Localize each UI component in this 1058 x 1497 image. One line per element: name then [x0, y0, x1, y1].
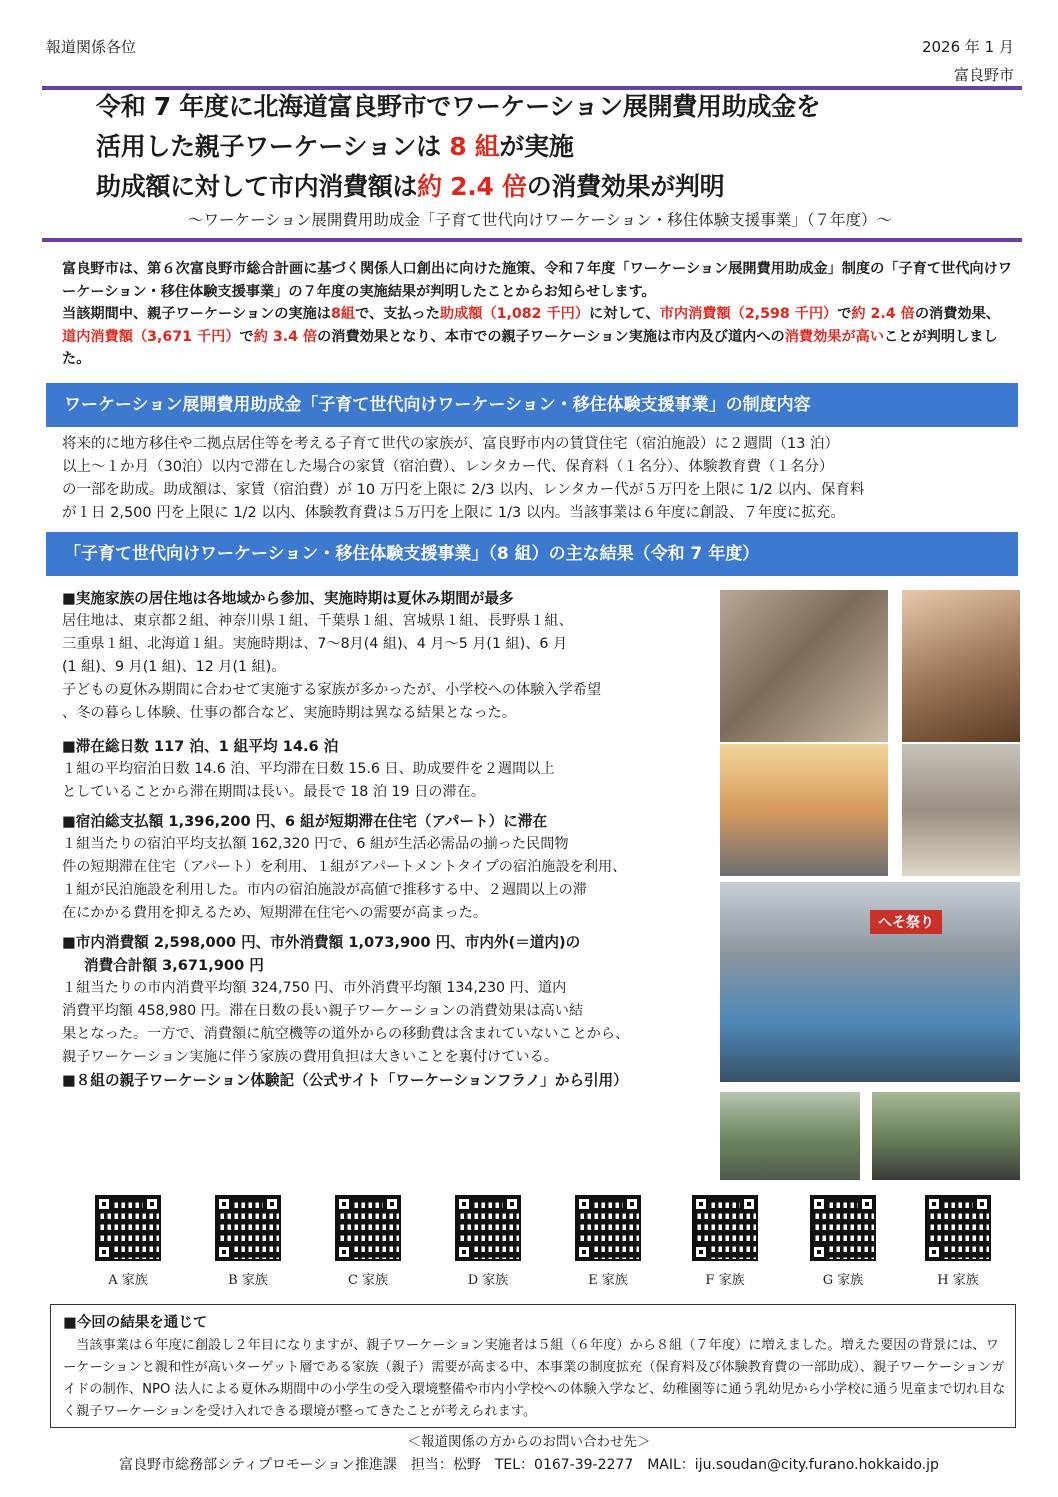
result-line: 在にかかる費用を抑えるため、短期滞在住宅への需要が高まった。 [62, 905, 488, 921]
title-line-1: 令和 7 年度に北海道富良野市でワーケーション展開費用助成金を [96, 92, 821, 121]
contact-heading: ＜報道関係の方からのお問い合わせ先＞ [407, 1434, 651, 1450]
program-line: が１日 2,500 円を上限に 1/2 以内、体験教育費は５万円を上限に 1/3 以内。当該事業は６年度に創設、７年度に拡充。 [62, 505, 845, 521]
section-heading-program: ワーケーション展開費用助成金「子育て世代向けワーケーション・移住体験支援事業」の制度内容 [46, 383, 1018, 427]
qr-label: B 家族 [228, 1273, 268, 1288]
qr-code-c[interactable] [335, 1195, 413, 1288]
result-line: 消費平均額 458,980 円。滞在日数の長い親子ワーケーションの消費効果は高い結 [62, 1003, 584, 1019]
photo-sisters [902, 590, 1020, 742]
result-heading-spending-cont: 消費合計額 3,671,900 円 [84, 957, 264, 974]
result-heading-spending: ■市内消費額 2,598,000 円、市外消費額 1,073,900 円、市内外(＝道内)の [62, 934, 581, 951]
qr-label: G 家族 [822, 1273, 864, 1288]
intro-p2: 当該期間中、親子ワーケーションの実施は8組で、支払った助成額（1,082 千円）に対して、市内消費額（2,598 千円）で約 2.4 倍の消費効果、道内消費額（3,671 千円）で約 3.4 倍の消費効果となり、本市での親子ワーケーション実施は市内及び道内への消費効果が高いことが判明しました。 [62, 306, 1000, 367]
photo-heso-festival [720, 882, 1020, 1082]
result-line: １組当たりの市内消費平均額 324,750 円、市外消費平均額 134,230 円、道内 [62, 980, 567, 996]
qr-code-f[interactable] [692, 1195, 770, 1288]
title-line-3: 助成額に対して市内消費額は約 2.4 倍の消費効果が判明 [96, 172, 725, 201]
summary-box [50, 1304, 1016, 1428]
title-bottom-rule [42, 238, 1022, 242]
summary-text: 当該事業は６年度に創設し２年目になりますが、親子ワーケーション実施者は５組（６年度）から８組（７年度）に増えました。増えた要因の背景には、ワーケーションと親和性が高いターゲット層である家族（親子）需要が高まる中、本事業の制度拡充（保育料及び体験教育費の一部助成）、親子ワーケーションガイドの制作、NPO 法人による夏休み期間中の小学生の受入環境整備や市内小学校への体験入学など、幼稚園等に通う乳幼児から小学校に通う児童まで切れ目なく親子ワーケーションを受け入れできる環境が整ってきたことが考えられます。 [63, 1338, 1006, 1419]
result-line: としていることから滞在期間は長い。最長で 18 泊 19 日の滞在。 [62, 784, 486, 800]
qr-code-h[interactable] [925, 1195, 1003, 1288]
result-line: 三重県１組、北海道１組。実施時期は、7～8月(4 組)、4 月～5 月(1 組)、6 月 [62, 636, 568, 652]
result-line: １組の平均宿泊日数 14.6 泊、平均滞在日数 15.6 日、助成要件を２週間以上 [62, 761, 555, 777]
qr-code-b[interactable] [215, 1195, 293, 1288]
festival-sign: へそ祭り [870, 910, 942, 934]
intro-p1: 富良野市は、第６次富良野市総合計画に基づく関係人口創出に向けた施策、令和７年度「ワーケーション展開費用助成金」制度の「子育て世代向けワーケーション・移住体験支援事業」の７年度の実施結果が判明したことからお知らせします。 [62, 261, 1012, 300]
results-column [62, 587, 704, 1092]
result-line: 件の短期滞在住宅（アパート）を利用、１組がアパートメントタイプの宿泊施設を利用、 [62, 859, 627, 875]
photo-children-tablet [720, 744, 888, 876]
result-heading-lodging: ■宿泊総支払額 1,396,200 円、6 組が短期滞在住宅（アパート）に滞在 [62, 813, 548, 830]
program-description [62, 433, 1020, 525]
result-line: 子どもの夏休み期間に合わせて実施する家族が多かったが、小学校への体験入学希望 [62, 682, 602, 698]
photo-child-horse [872, 1092, 1020, 1180]
result-line: 果となった。一方で、消費額に航空機等の道外からの移動費は含まれていないことから、 [62, 1026, 630, 1042]
section-heading-results: 「子育て世代向けワーケーション・移住体験支援事業」（8 組）の主な結果（令和 7 年度） [46, 532, 1018, 576]
qr-code-a[interactable] [95, 1195, 173, 1288]
intro-paragraph [62, 258, 1012, 371]
qr-label: H 家族 [937, 1273, 979, 1288]
qr-label: A 家族 [108, 1273, 148, 1288]
contact-details[interactable]: 富良野市総務部シティプロモーション推進課 担当：松野 TEL：0167-39-2277 MAIL：iju.soudan@city.furano.hokkaido.jp [119, 1457, 939, 1473]
subtitle: ～ワーケーション展開費用助成金「子育て世代向けワーケーション・移住体験支援事業」（７年度）～ [187, 211, 892, 229]
qr-label: D 家族 [467, 1273, 509, 1288]
qr-code-g[interactable] [810, 1195, 888, 1288]
program-line: 以上～１か月（30泊）以内で滞在した場合の家賃（宿泊費）、レンタカー代、保育料（１名分）、体験教育費（１名分） [62, 459, 834, 475]
result-line: １組当たりの宿泊平均支払額 162,320 円で、6 組が生活必需品の揃った民間物 [62, 836, 569, 852]
qr-label: E 家族 [588, 1273, 628, 1288]
photo-children-ice-cream [720, 590, 888, 742]
result-heading-residence: ■実施家族の居住地は各地域から参加、実施時期は夏休み期間が最多 [62, 590, 514, 607]
title-line-2: 活用した親子ワーケーションは 8 組が実施 [96, 132, 574, 161]
qr-code-d[interactable] [455, 1195, 533, 1288]
summary-heading: ■今回の結果を通じて [63, 1315, 208, 1331]
qr-code-e[interactable] [575, 1195, 653, 1288]
qr-label: F 家族 [705, 1273, 745, 1288]
result-line: (1 組)、9 月(1 組)、12 月(1 組)。 [62, 659, 286, 675]
photo-parent-child-melon [902, 744, 1020, 876]
qr-label: C 家族 [347, 1273, 389, 1288]
result-heading-stay: ■滞在総日数 117 泊、1 組平均 14.6 泊 [62, 738, 339, 755]
result-heading-blog: ■８組の親子ワーケーション体験記（公式サイト「ワーケーションフラノ」から引用） [62, 1072, 628, 1089]
recipient-label: 報道関係各位 [46, 38, 137, 56]
qr-code-row [0, 1195, 1058, 1295]
result-line: 親子ワーケーション実施に伴う家族の費用負担は大きいことを裏付けている。 [62, 1049, 558, 1065]
issuer-name: 富良野市 [953, 66, 1014, 84]
issue-date: 2026 年 1 月 [921, 38, 1014, 56]
result-line: １組が民泊施設を利用した。市内の宿泊施設が高値で推移する中、２週間以上の滞 [62, 882, 587, 898]
result-line: 、冬の暮らし体験、仕事の都合など、実施時期は異なる結果となった。 [62, 705, 517, 721]
photo-remote-work-outdoors [720, 1092, 860, 1180]
program-line: 将来的に地方移住や二拠点居住等を考える子育て世代の家族が、富良野市内の賃貸住宅（宿泊施設）に２週間（13 泊） [62, 436, 840, 452]
program-line: の一部を助成。助成額は、家賃（宿泊費）が 10 万円を上限に 2/3 以内、レンタカー代が５万円を上限に 1/2 以内、保育料 [62, 482, 865, 498]
result-line: 居住地は、東京都２組、神奈川県１組、千葉県１組、宮城県１組、長野県１組、 [62, 613, 573, 629]
